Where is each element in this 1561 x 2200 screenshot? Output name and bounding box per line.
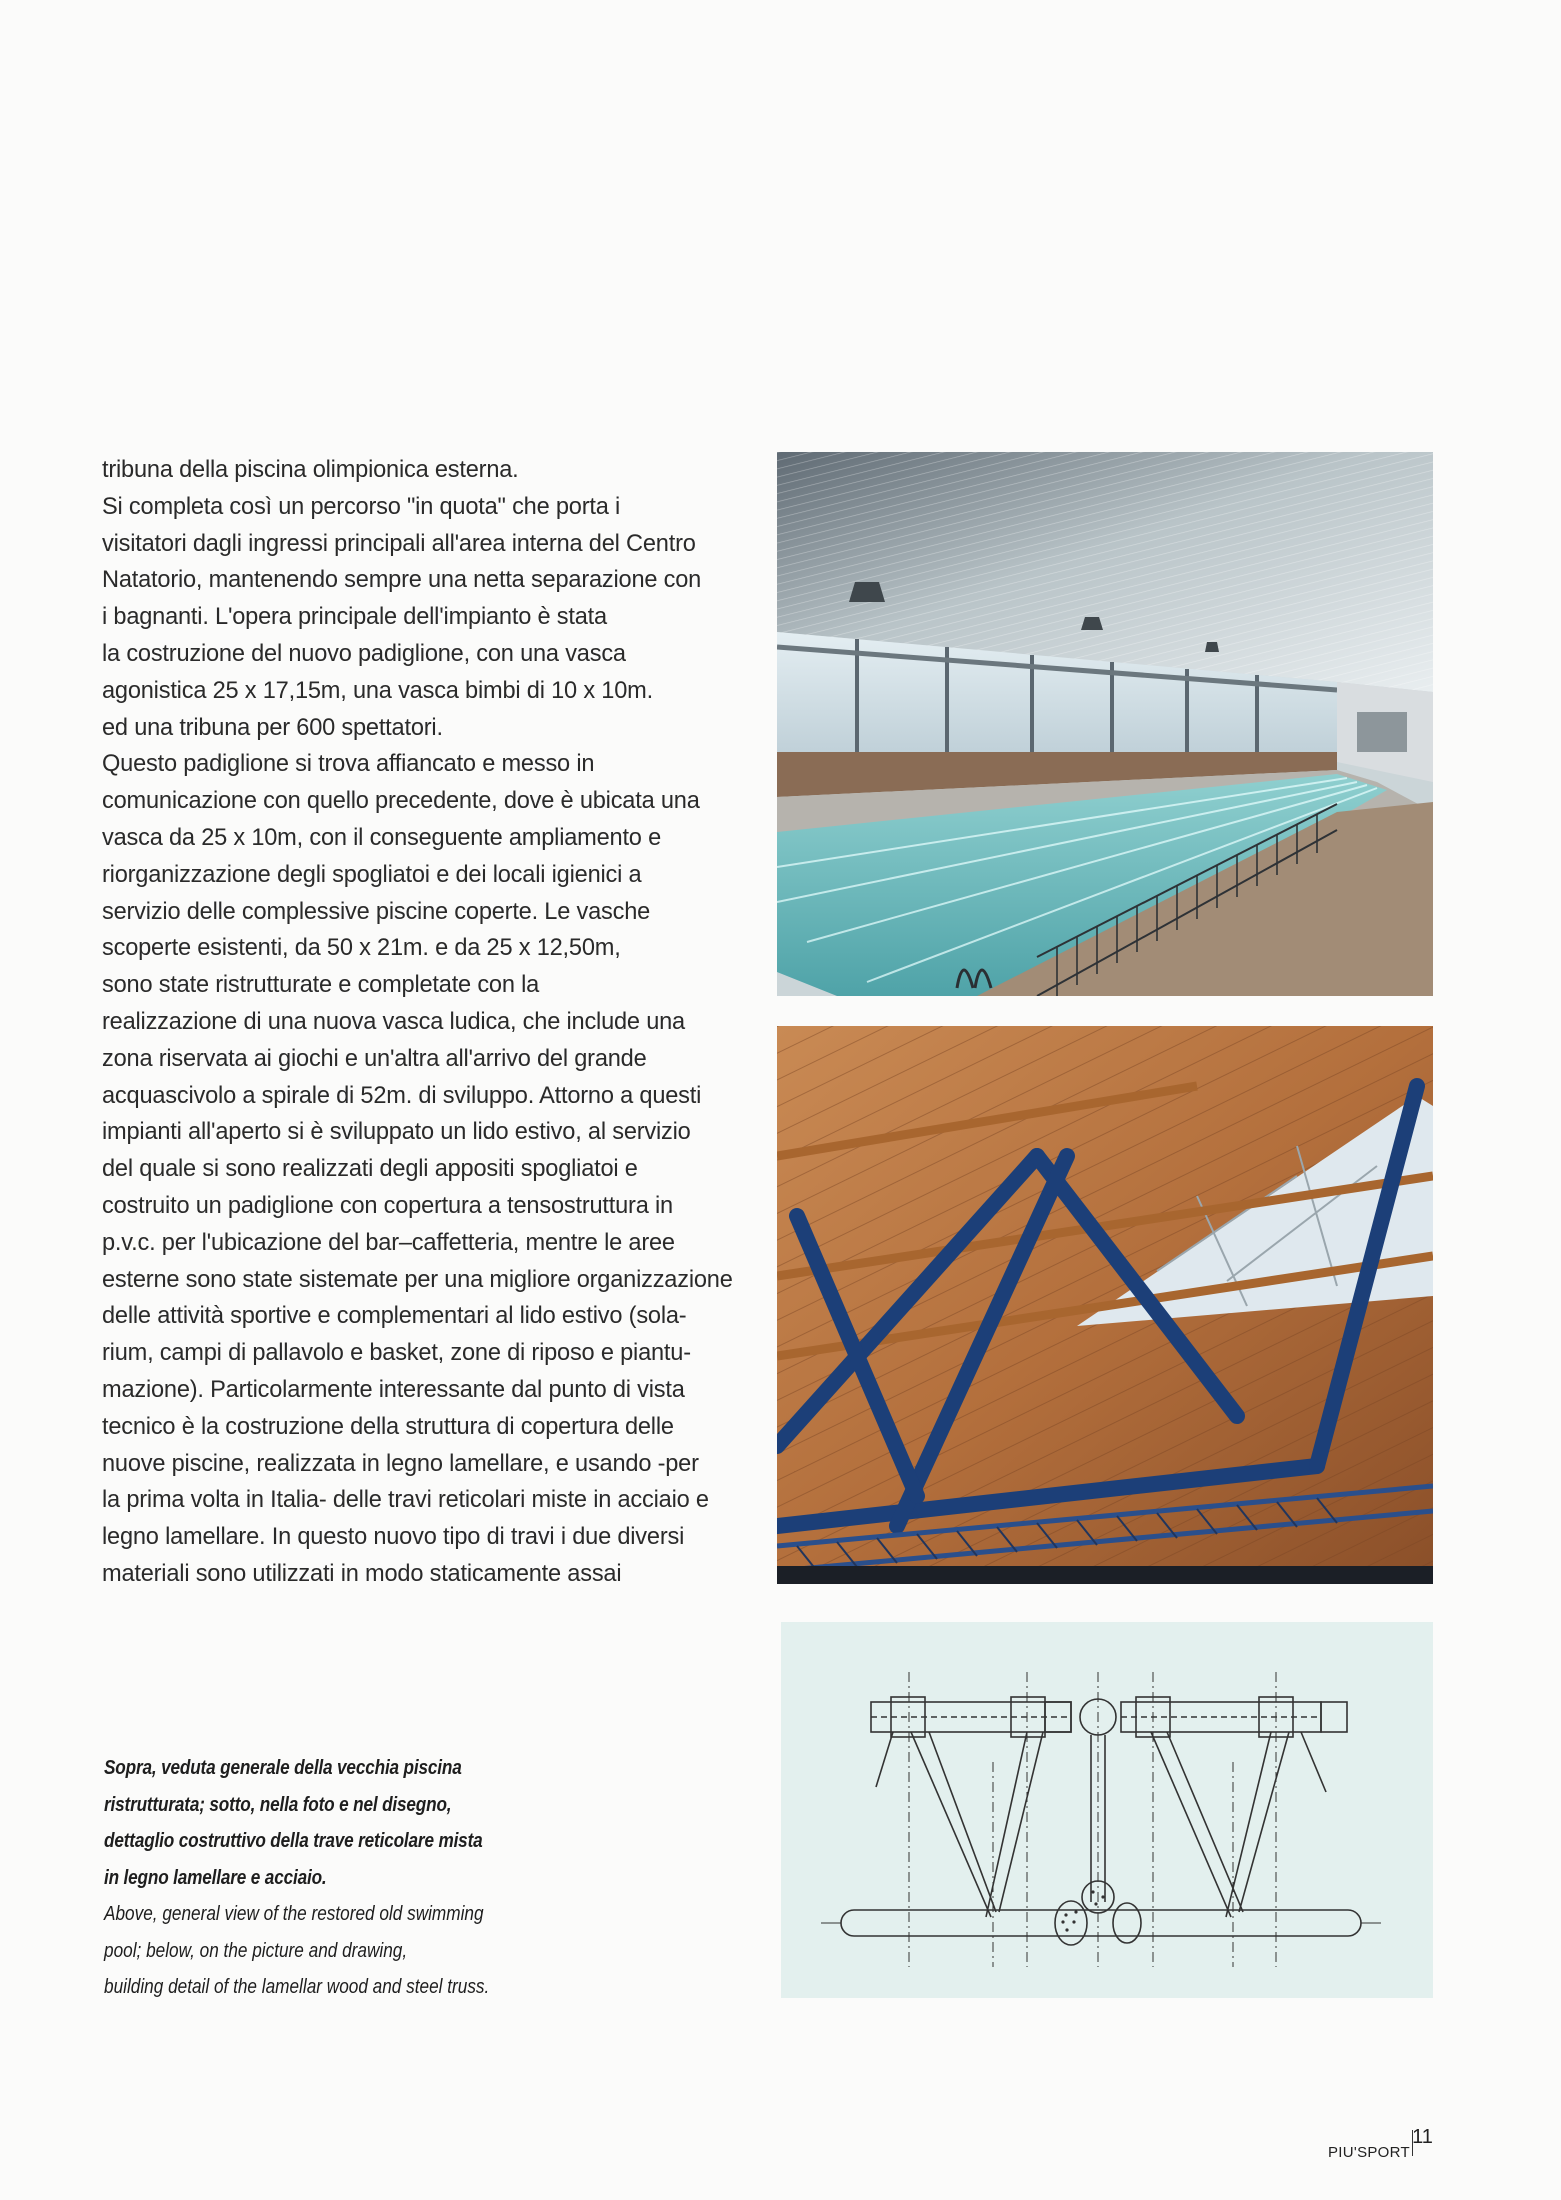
- article-line: esterne sono state sistemate per una migliore organizzazione: [102, 1266, 733, 1293]
- pool-photo: [777, 452, 1433, 996]
- article-line: delle attività sportive e complementari al lido estivo (sola-: [102, 1303, 687, 1330]
- page-footer: [1328, 2126, 1435, 2163]
- caption-italian-line: Sopra, veduta generale della vecchia piscina: [104, 1757, 462, 1779]
- article-line: mazione). Particolarmente interessante dal punto di vista: [102, 1376, 685, 1403]
- article-body: [102, 452, 752, 1593]
- article-line: nuove piscine, realizzata in legno lamellare, e usando -per: [102, 1450, 699, 1477]
- article-line: tecnico è la costruzione della struttura di copertura delle: [102, 1413, 674, 1440]
- article-line: p.v.c. per l'ubicazione del bar–caffetteria, mentre le aree: [102, 1229, 675, 1256]
- article-line: vasca da 25 x 10m, con il conseguente ampliamento e: [102, 824, 662, 851]
- article-line: Natatorio, mantenendo sempre una netta separazione con: [102, 567, 702, 594]
- article-line: riorganizzazione degli spogliatoi e dei locali igienici a: [102, 861, 642, 888]
- article-line: realizzazione di una nuova vasca ludica, che include una: [102, 1008, 685, 1035]
- article-line: impianti all'aperto si è sviluppato un lido estivo, al servizio: [102, 1119, 691, 1146]
- article-line: costruito un padiglione con copertura a tensostruttura in: [102, 1192, 673, 1219]
- article-line: Si completa così un percorso "in quota" che porta i: [102, 493, 621, 520]
- article-line: ed una tribuna per 600 spettatori.: [102, 714, 443, 741]
- truss-drawing: [781, 1622, 1433, 1998]
- article-line: materiali sono utilizzati in modo staticamente assai: [102, 1560, 622, 1587]
- article-line: del quale si sono realizzati degli appositi spogliatoi e: [102, 1156, 638, 1183]
- article-line: i bagnanti. L'opera principale dell'impianto è stata: [102, 604, 607, 631]
- article-line: servizio delle complessive piscine coperte. Le vasche: [102, 898, 651, 925]
- article-line: la prima volta in Italia- delle travi reticolari miste in acciaio e: [102, 1487, 709, 1514]
- truss-drawing-illustration: [781, 1622, 1433, 1998]
- article-line: tribuna della piscina olimpionica esterna.: [102, 457, 519, 483]
- article-line: la costruzione del nuovo padiglione, con una vasca: [102, 640, 626, 667]
- magazine-brand: PIU'SPORT: [1328, 2144, 1410, 2161]
- pool-photo-illustration: [777, 452, 1433, 996]
- figure-caption: [104, 1750, 551, 2006]
- article-line: rium, campi di pallavolo e basket, zone di riposo e piantu-: [102, 1340, 691, 1367]
- caption-italian-line: ristrutturata; sotto, nella foto e nel disegno,: [104, 1793, 452, 1816]
- caption-english-line: Above, general view of the restored old swimming: [104, 1903, 484, 1925]
- article-line: scoperte esistenti, da 50 x 21m. e da 25 x 12,50m,: [102, 935, 621, 962]
- article-line: comunicazione con quello precedente, dove è ubicata una: [102, 788, 700, 815]
- article-line: agonistica 25 x 17,15m, una vasca bimbi di 10 x 10m.: [102, 677, 653, 704]
- article-line: Questo padiglione si trova affiancato e messo in: [102, 751, 595, 778]
- caption-english-line: building detail of the lamellar wood and steel truss.: [104, 1976, 490, 1998]
- article-line: sono state ristrutturate e completate con la: [102, 972, 540, 999]
- article-line: legno lamellare. In questo nuovo tipo di travi i due diversi: [102, 1524, 685, 1551]
- article-line: acquascivolo a spirale di 52m. di sviluppo. Attorno a questi: [102, 1082, 702, 1109]
- truss-photo: [777, 1026, 1433, 1584]
- page-number: 11: [1412, 2126, 1433, 2148]
- caption-italian-line: dettaglio costruttivo della trave reticolare mista: [104, 1830, 483, 1852]
- article-line: zona riservata ai giochi e un'altra all'arrivo del grande: [102, 1045, 647, 1072]
- caption-italian-line: in legno lamellare e acciaio.: [104, 1866, 327, 1889]
- caption-english-line: pool; below, on the picture and drawing,: [104, 1939, 408, 1962]
- article-line: visitatori dagli ingressi principali all'area interna del Centro: [102, 530, 696, 557]
- truss-photo-illustration: [777, 1026, 1433, 1584]
